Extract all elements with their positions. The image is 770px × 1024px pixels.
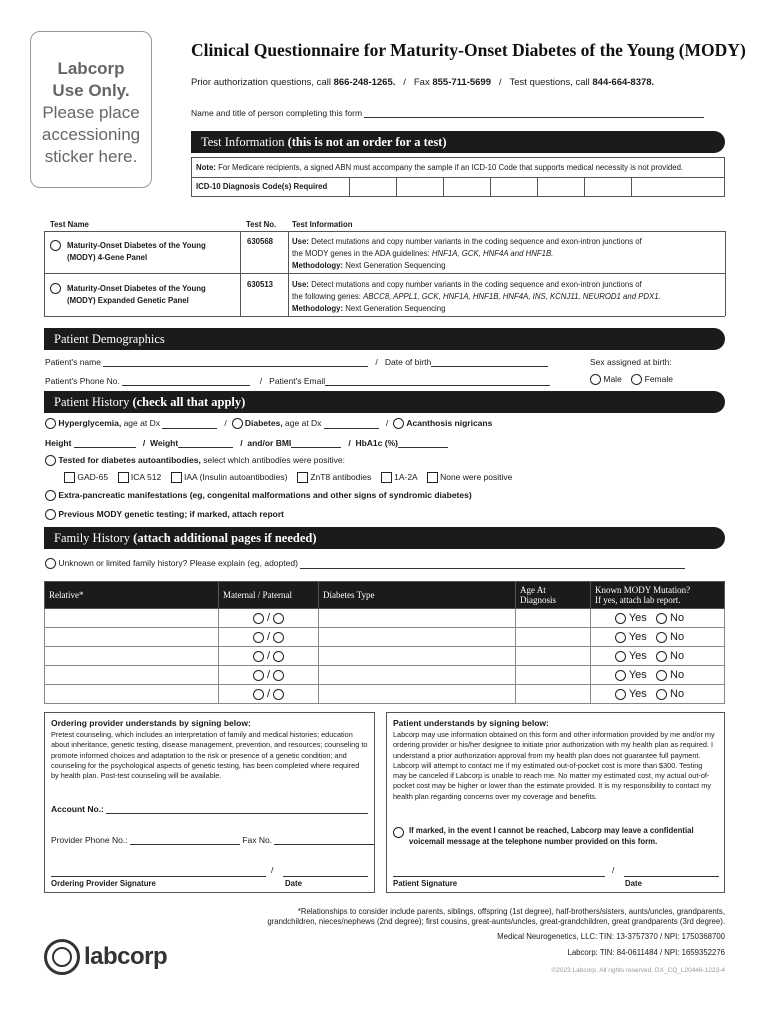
fax-number: 855-711-5699 (432, 77, 491, 88)
no-label: No (670, 669, 685, 681)
unknown-history-label: Unknown or limited family history? Please explain (eg, adopted) (58, 558, 298, 568)
provider-date-label: Date (285, 879, 302, 888)
test-1-meth-label: Methodology: (292, 261, 344, 270)
no-radio[interactable] (656, 670, 667, 681)
unknown-history-field[interactable] (300, 568, 685, 569)
family-title: Family History (54, 531, 131, 545)
maternal-paternal-cell (219, 685, 319, 704)
patient-name-field[interactable] (103, 366, 368, 367)
test-questions-label: Test questions, call (509, 77, 593, 88)
provider-body: Pretest counseling, which includes an interpretation of family and medical histories; education about inheritance, genetic testing, disease management, prevention, and resources; counseling to promote informed choices and adaptation to the risk or presence of a genetic condition; and counseling for the psychological aspects of genetic testing, has been completed where required by health plan. Post-test counseling will be available. (51, 730, 368, 781)
provider-fax-label: Fax No. (242, 835, 273, 845)
previous-testing-row (45, 509, 284, 520)
patient-phone-field[interactable] (122, 385, 250, 386)
test-1-info (292, 236, 642, 272)
test-1-name-1: Maturity-Onset Diabetes of the Young (67, 241, 206, 250)
patient-name-row: Patient's name / Date of birth (45, 357, 548, 367)
ica512-label: ICA 512 (130, 472, 162, 482)
test-questions-phone: 844-664-8378. (592, 77, 655, 88)
completer-field[interactable] (364, 117, 704, 118)
provider-date-line[interactable] (283, 876, 368, 877)
bmi-field[interactable] (291, 447, 341, 448)
mp-slash: / (266, 631, 271, 643)
test-info-title: Test Information (201, 135, 285, 149)
provider-title: Ordering provider understands by signing below: (51, 718, 251, 728)
icd-cell-1[interactable] (350, 178, 397, 197)
test-1-no: 630568 (247, 237, 274, 246)
test-2-info (292, 279, 661, 315)
known-mutation-cell (591, 647, 725, 666)
autoantibodies-row (45, 455, 345, 466)
paternal-radio[interactable] (273, 651, 284, 662)
account-field[interactable] (106, 813, 368, 814)
diabetes-type-cell[interactable] (319, 666, 516, 685)
hyper-age-label: age at Dx (121, 418, 160, 428)
ica512-checkbox[interactable] (118, 472, 129, 483)
test-2-name-2: (MODY) Expanded Genetic Panel (67, 296, 189, 305)
measurements-row: Height / Weight / and/or BMI / HbA1c (%) (45, 438, 448, 448)
mn-tin: Medical Neurogenetics, LLC: TIN: 13-3757370 / NPI: 1750368700 (497, 932, 725, 941)
yes-radio[interactable] (615, 670, 626, 681)
weight-field[interactable] (178, 447, 233, 448)
ia2a-checkbox[interactable] (381, 472, 392, 483)
patient-body: Labcorp may use information obtained on this form and other information provided by me and/or my ordering provider or his/her designee to initiate prior authorization with my health plan as required. I understand a prior authorization approval from my health plan does not guarantee full payment. Labcorp will attempt to contact me if my estimated out-of-pocket cost is more than $300. Testing may be canceled if Labcorp is unable to reach me. No matter my estimated cost, my actual out-of-pocket cost may be higher or lower than the estimate provided. It is my responsibility to contact my health plan regarding concerns over my coverage and benefits. (393, 730, 715, 801)
col-test-no: Test No. (246, 220, 277, 229)
extra-pancreatic-radio[interactable] (45, 490, 56, 501)
family-row (45, 609, 725, 628)
none-positive-checkbox[interactable] (427, 472, 438, 483)
patient-title: Patient understands by signing below: (393, 718, 549, 728)
autoantibodies-label: Tested for diabetes autoantibodies, (58, 455, 201, 465)
previous-testing-label: Previous MODY genetic testing; if marked, attach report (58, 509, 284, 519)
labcorp-logo-icon (44, 939, 80, 975)
test-2-meth: Next Generation Sequencing (343, 304, 446, 313)
paternal-radio[interactable] (273, 613, 284, 624)
provider-box: Ordering provider understands by signing below: Pretest counseling, which includes an interpretation of family and medical histories; education about inheritance, genetic testing, disease management, prevention, and resources; counseling to promote informed choices and adaptation to the risk or presence of a genetic condition; and counseling for the psychological aspects of genetic testing, has been completed where required by health plan. Post-test counseling will be available. Account No.: Provider Phone No.: Fax No. / Ordering Provider Signature Date (44, 712, 375, 893)
hba1c-label: HbA1c (%) (355, 438, 398, 448)
dob-label: Date of birth (384, 357, 432, 367)
extra-pancreatic-label: Extra-pancreatic manifestations (eg, congenital malformations and other signs of syndromic diabetes) (58, 490, 472, 500)
test-1-radio[interactable] (50, 240, 61, 251)
diabetes-label: Diabetes, (244, 418, 283, 428)
col-maternal-paternal: Maternal / Paternal (219, 582, 319, 609)
yes-radio[interactable] (615, 651, 626, 662)
test-2-use2: the following genes: (292, 292, 364, 301)
test-1-genes: HNF1A, GCK, HNF4A and HNF1B. (431, 249, 554, 258)
diabetes-type-cell[interactable] (319, 647, 516, 666)
patient-date-line[interactable] (624, 876, 719, 877)
test-2-use-label: Use: (292, 280, 309, 289)
bmi-label: and/or BMI (247, 438, 292, 448)
gad65-checkbox[interactable] (64, 472, 75, 483)
sticker-line-4: accessioning (41, 125, 141, 144)
provider-signature-line[interactable] (51, 876, 266, 877)
col-age (516, 582, 591, 609)
test-1-meth: Next Generation Sequencing (343, 261, 446, 270)
height-label: Height (45, 438, 72, 448)
icd-cell-3[interactable] (444, 178, 491, 197)
yes-label: Yes (628, 688, 647, 700)
sticker-line-2: Use Only. (52, 81, 130, 100)
known-mutation-cell (591, 609, 725, 628)
maternal-paternal-cell (219, 647, 319, 666)
diabetes-age-label: age at Dx (282, 418, 322, 428)
height-field[interactable] (74, 447, 136, 448)
family-row (45, 685, 725, 704)
labcorp-logo-text: labcorp (84, 943, 168, 970)
col-age-2: Diagnosis (520, 595, 556, 605)
hyperglycemia-row: Hyperglycemia, age at Dx / Diabetes, age at Dx / Acanthosis nigricans (45, 418, 492, 429)
yes-radio[interactable] (615, 689, 626, 700)
provider-phone-field[interactable] (130, 844, 240, 845)
acanthosis-radio[interactable] (393, 418, 404, 429)
fax-label: Fax (413, 77, 433, 88)
yes-label: Yes (628, 669, 647, 681)
znt8-checkbox[interactable] (297, 472, 308, 483)
weight-label: Weight (150, 438, 179, 448)
icd-label: ICD-10 Diagnosis Code(s) Required (192, 178, 350, 197)
yes-radio[interactable] (615, 632, 626, 643)
accession-sticker-area (30, 31, 152, 188)
test-2-meth-label: Methodology: (292, 304, 344, 313)
mp-slash: / (266, 650, 271, 662)
test-info-note: (this is not an order for a test) (287, 135, 447, 149)
prior-auth-phone: 866-248-1265. (333, 77, 396, 88)
family-header (44, 527, 725, 549)
maternal-radio[interactable] (253, 651, 264, 662)
mp-slash: / (266, 612, 271, 624)
no-label: No (670, 688, 685, 700)
test-1-use-label: Use: (292, 237, 309, 246)
sex-label: Sex assigned at birth: (590, 357, 672, 367)
patient-email-field[interactable] (325, 385, 550, 386)
sticker-line-1: Labcorp (57, 59, 125, 78)
email-label: Patient's Email (269, 376, 326, 386)
mp-slash: / (266, 688, 271, 700)
relationships-note (267, 907, 725, 927)
icd-cell-6[interactable] (585, 178, 632, 197)
autoantibodies-note: select which antibodies were positive: (200, 455, 345, 465)
test-1-use: Detect mutations and copy number variants in the coding sequence and exon-intron junctions of (308, 237, 642, 246)
family-row (45, 647, 725, 666)
icd-cell-2[interactable] (397, 178, 444, 197)
patient-date-label: Date (625, 879, 642, 888)
sticker-line-5: sticker here. (44, 147, 138, 166)
maternal-radio[interactable] (253, 670, 264, 681)
col-test-info: Test Information (292, 220, 353, 229)
family-note: (attach additional pages if needed) (133, 531, 317, 545)
no-label: No (670, 612, 685, 624)
history-header (44, 391, 725, 413)
diabetes-type-cell[interactable] (319, 609, 516, 628)
male-radio[interactable] (590, 374, 601, 385)
paternal-radio[interactable] (273, 670, 284, 681)
note-label: Note: (196, 163, 216, 172)
history-title: Patient History (54, 395, 130, 409)
relationships-line-1: *Relationships to consider include parents, siblings, offspring (1st degree), half-brothers/sisters, aunts/uncles, grandparents, (297, 907, 725, 916)
yes-radio[interactable] (615, 613, 626, 624)
history-note: (check all that apply) (132, 395, 246, 409)
test-2-genes: ABCC8, APPL1, GCK, HNF1A, HNF1B, HNF4A, INS, KCNJ11, NEUROD1 and PDX1. (363, 292, 661, 301)
icd-cell-7[interactable] (632, 178, 724, 197)
no-radio[interactable] (656, 632, 667, 643)
note-text: For Medicare recipients, a signed ABN must accompany the sample if an ICD-10 Code that supports medical necessity is not provided. (215, 163, 684, 172)
mp-slash: / (266, 669, 271, 681)
icd-cell-4[interactable] (491, 178, 538, 197)
no-label: No (670, 631, 685, 643)
maternal-paternal-cell (219, 628, 319, 647)
dob-field[interactable] (431, 366, 548, 367)
relative-cell[interactable] (45, 628, 219, 647)
maternal-radio[interactable] (253, 689, 264, 700)
test-info-header (191, 131, 725, 153)
known-mutation-cell (591, 628, 725, 647)
col-known-2: If yes, attach lab report. (595, 595, 681, 605)
known-mutation-cell (591, 685, 725, 704)
test-1-use2: the MODY genes in the ADA guidelines: (292, 249, 432, 258)
patient-signature-label: Patient Signature (393, 879, 458, 888)
maternal-radio[interactable] (253, 632, 264, 643)
age-diagnosis-cell[interactable] (516, 666, 591, 685)
sticker-line-3: Please place (42, 103, 140, 122)
unknown-history-radio[interactable] (45, 558, 56, 569)
maternal-paternal-cell (219, 609, 319, 628)
provider-signature-label: Ordering Provider Signature (51, 879, 156, 888)
no-label: No (670, 650, 685, 662)
hyper-age-field[interactable] (162, 428, 217, 429)
znt8-label: ZnT8 antibodies (310, 472, 372, 482)
col-known-mutation (591, 582, 725, 609)
provider-phone-label: Provider Phone No.: (51, 835, 128, 845)
patient-box: Patient understands by signing below: Labcorp may use information obtained on this form and other information provided by me and/or my ordering provider or his/her designee to initiate prior authorization with my health plan as required. I understand a prior authorization approval from my health plan does not guarantee full payment. Labcorp will attempt to contact me if my estimated out-of-pocket cost is more than $300. Testing may be canceled if Labcorp is unable to reach me. No matter my estimated cost, my actual out-of-pocket cost may be higher or lower than the estimate provided. It is my responsibility to contact my health plan regarding concerns over my coverage and benefits. If marked, in the event I cannot be reached, Labcorp may leave a confidential voicemail message at the telephone number provided on this form. / Patient Signature Date (386, 712, 725, 893)
diabetes-type-cell[interactable] (319, 685, 516, 704)
maternal-paternal-cell (219, 666, 319, 685)
maternal-radio[interactable] (253, 613, 264, 624)
prior-auth-label: Prior authorization questions, call (191, 77, 334, 88)
none-positive-label: None were positive (440, 472, 513, 482)
col-known-1: Known MODY Mutation? (595, 585, 691, 595)
previous-testing-radio[interactable] (45, 509, 56, 520)
patient-phone-row: Patient's Phone No. / Patient's Email (45, 376, 550, 386)
test-2-use: Detect mutations and copy number variants in the coding sequence and exon-intron junctions of (308, 280, 642, 289)
col-test-name: Test Name (50, 220, 89, 229)
sex-options (590, 374, 673, 385)
account-label: Account No.: (51, 804, 104, 814)
labcorp-logo (44, 939, 167, 975)
completer-row (191, 108, 704, 118)
no-radio[interactable] (656, 689, 667, 700)
voicemail-radio[interactable] (393, 827, 404, 838)
copyright: ©2023 Labcorp. All rights reserved. DX_CQ_L20446-1223-4 (551, 967, 725, 974)
paternal-radio[interactable] (273, 632, 284, 643)
extra-pancreatic-row (45, 490, 472, 501)
known-mutation-cell (591, 666, 725, 685)
account-row (51, 804, 368, 814)
voicemail-row (393, 826, 719, 847)
voicemail-label: If marked, in the event I cannot be reached, Labcorp may leave a confidential voicemail message at the telephone number provided on this form. (409, 826, 694, 846)
iaa-checkbox[interactable] (171, 472, 182, 483)
relative-cell[interactable] (45, 685, 219, 704)
demographics-header: Patient Demographics (44, 328, 725, 350)
patient-signature-line[interactable] (393, 876, 605, 877)
female-radio[interactable] (631, 374, 642, 385)
diabetes-type-cell[interactable] (319, 628, 516, 647)
yes-label: Yes (628, 631, 647, 643)
note-box (191, 157, 725, 197)
yes-label: Yes (628, 650, 647, 662)
hyperglycemia-label: Hyperglycemia, (58, 418, 122, 428)
relative-cell[interactable] (45, 647, 219, 666)
paternal-radio[interactable] (273, 689, 284, 700)
yes-label: Yes (628, 612, 647, 624)
col-relative: Relative* (45, 582, 219, 609)
relative-cell[interactable] (45, 666, 219, 685)
medicare-note (192, 158, 724, 178)
diabetes-radio[interactable] (232, 418, 243, 429)
family-row (45, 666, 725, 685)
phone-label: Patient's Phone No. (45, 376, 120, 386)
col-age-1: Age At (520, 585, 546, 595)
diabetes-age-field[interactable] (324, 428, 379, 429)
hba1c-field[interactable] (398, 447, 448, 448)
contact-line: Prior authorization questions, call 866-248-1265. / Fax 855-711-5699 / Test questions, call 844-664-8378. (191, 77, 655, 88)
unknown-history-row (45, 558, 685, 569)
labcorp-tin: Labcorp: TIN: 84-0611484 / NPI: 1659352276 (567, 948, 725, 957)
test-1-name-2: (MODY) 4-Gene Panel (67, 253, 148, 262)
relationships-line-2: grandchildren, nieces/nephews (2nd degree); first cousins, great-aunts/uncles, great-grandchildren, great grandparents (3rd degree). (267, 917, 725, 926)
age-diagnosis-cell[interactable] (516, 685, 591, 704)
col-diabetes-type: Diabetes Type (319, 582, 516, 609)
hyperglycemia-radio[interactable] (45, 418, 56, 429)
age-diagnosis-cell[interactable] (516, 647, 591, 666)
test-2-no: 630513 (247, 280, 274, 289)
completer-label: Name and title of person completing this form (191, 108, 363, 118)
patient-name-label: Patient's name (45, 357, 101, 367)
no-radio[interactable] (656, 651, 667, 662)
test-2-radio[interactable] (50, 283, 61, 294)
family-row (45, 628, 725, 647)
family-history-table (44, 581, 725, 704)
female-label: Female (644, 374, 673, 384)
acanthosis-label: Acanthosis nigricans (406, 418, 493, 428)
age-diagnosis-cell[interactable] (516, 609, 591, 628)
ia2a-label: 1A-2A (394, 472, 418, 482)
male-label: Male (603, 374, 622, 384)
test-2-name-1: Maturity-Onset Diabetes of the Young (67, 284, 206, 293)
no-radio[interactable] (656, 613, 667, 624)
provider-fax-field[interactable] (274, 844, 374, 845)
antibody-options (64, 472, 512, 483)
page-title: Clinical Questionnaire for Maturity-Onset Diabetes of the Young (MODY) (191, 40, 746, 60)
age-diagnosis-cell[interactable] (516, 628, 591, 647)
relative-cell[interactable] (45, 609, 219, 628)
provider-phone-row (51, 835, 374, 845)
iaa-label: IAA (Insulin autoantibodies) (184, 472, 288, 482)
icd-cell-5[interactable] (538, 178, 585, 197)
gad65-label: GAD-65 (77, 472, 109, 482)
autoantibodies-radio[interactable] (45, 455, 56, 466)
